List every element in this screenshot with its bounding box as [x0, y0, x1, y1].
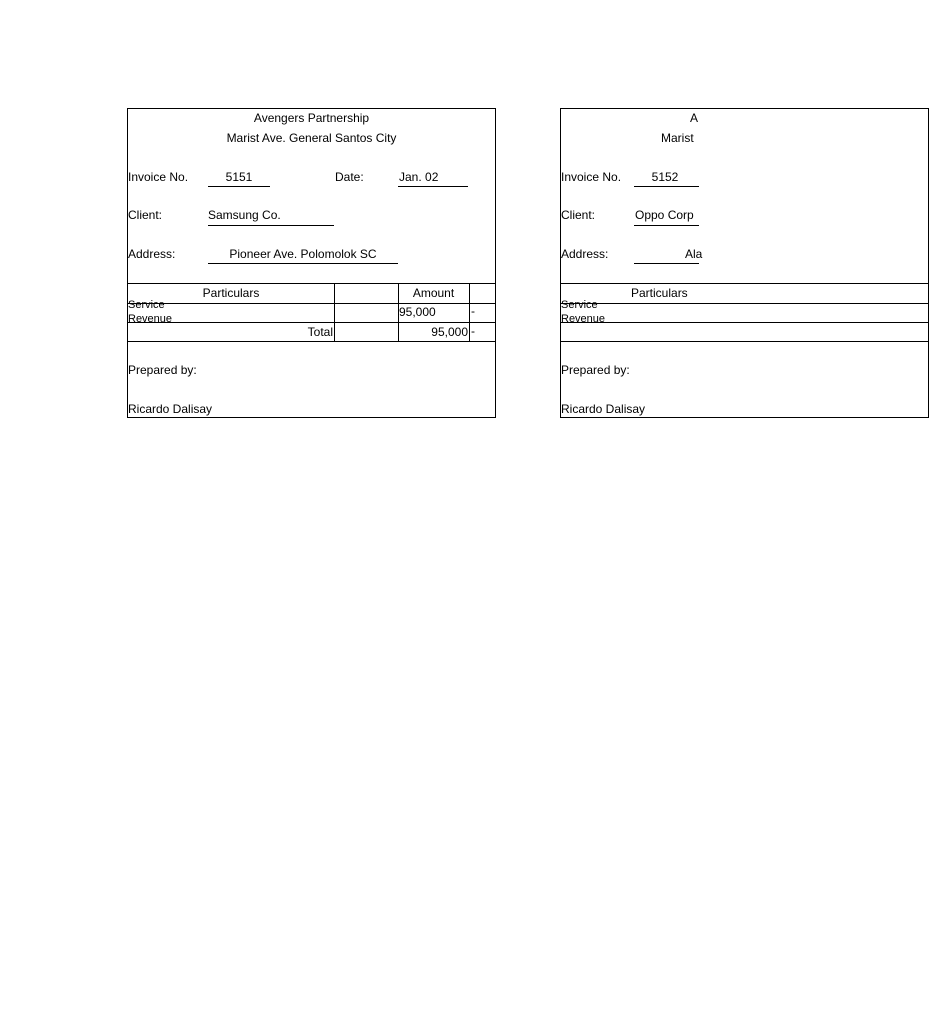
address-underline [208, 263, 398, 264]
table-header-border [561, 303, 928, 304]
address-label: Address: [561, 247, 609, 261]
company-name: Avengers Partnership [253, 111, 370, 125]
client-value: Oppo Corp [635, 208, 694, 222]
table-col-divider [334, 283, 335, 341]
invoice-no-underline [634, 186, 699, 187]
address-value: Pioneer Ave. Polomolok SC [229, 247, 377, 261]
row-amount: 95,000 [399, 305, 436, 319]
row-cents: - [471, 304, 475, 318]
prepared-by-name: Ricardo Dalisay [128, 402, 213, 416]
client-label: Client: [561, 208, 596, 222]
table-header-border [128, 303, 495, 304]
address-label: Address: [128, 247, 176, 261]
invoice-5151 [127, 108, 496, 418]
date-value: Jan. 02 [399, 170, 439, 184]
total-amount: 95,000 [431, 325, 468, 339]
invoice-no-value: 5152 [651, 170, 679, 184]
particulars-header: Particulars [202, 286, 260, 300]
company-address: Marist Ave. General Santos City [226, 131, 397, 145]
total-cents: - [471, 324, 475, 338]
prepared-by-name: Ricardo Dalisay [561, 402, 646, 416]
invoice-no-label: Invoice No. [561, 170, 622, 184]
prepared-by-label: Prepared by: [561, 363, 630, 377]
table-row-border [561, 322, 928, 323]
table-top-border [128, 283, 495, 284]
row-particular-line2: Revenue [128, 313, 173, 325]
row-particular-line1: Service [128, 299, 165, 311]
row-particular-line1: Service [561, 299, 598, 311]
client-label: Client: [128, 208, 163, 222]
address-underline [634, 263, 699, 264]
address-value: Ala [685, 247, 703, 261]
client-underline [634, 225, 699, 226]
invoice-no-underline [208, 186, 270, 187]
company-address: Marist [661, 131, 694, 145]
prepared-by-label: Prepared by: [128, 363, 197, 377]
table-row-border [128, 322, 495, 323]
table-bottom-border [561, 341, 928, 342]
total-label: Total [307, 325, 333, 339]
table-top-border [561, 283, 928, 284]
client-underline [208, 225, 334, 226]
invoice-5152 [560, 108, 929, 418]
invoice-no-value: 5151 [225, 170, 253, 184]
company-name: A [690, 111, 699, 125]
amount-header: Amount [412, 286, 455, 300]
date-underline [398, 186, 468, 187]
client-value: Samsung Co. [208, 208, 281, 222]
table-bottom-border [128, 341, 495, 342]
table-col-divider [469, 283, 470, 341]
row-particular-line2: Revenue [561, 313, 606, 325]
invoice-no-label: Invoice No. [128, 170, 189, 184]
particulars-header: Particulars [631, 286, 688, 300]
date-label: Date: [335, 170, 364, 184]
